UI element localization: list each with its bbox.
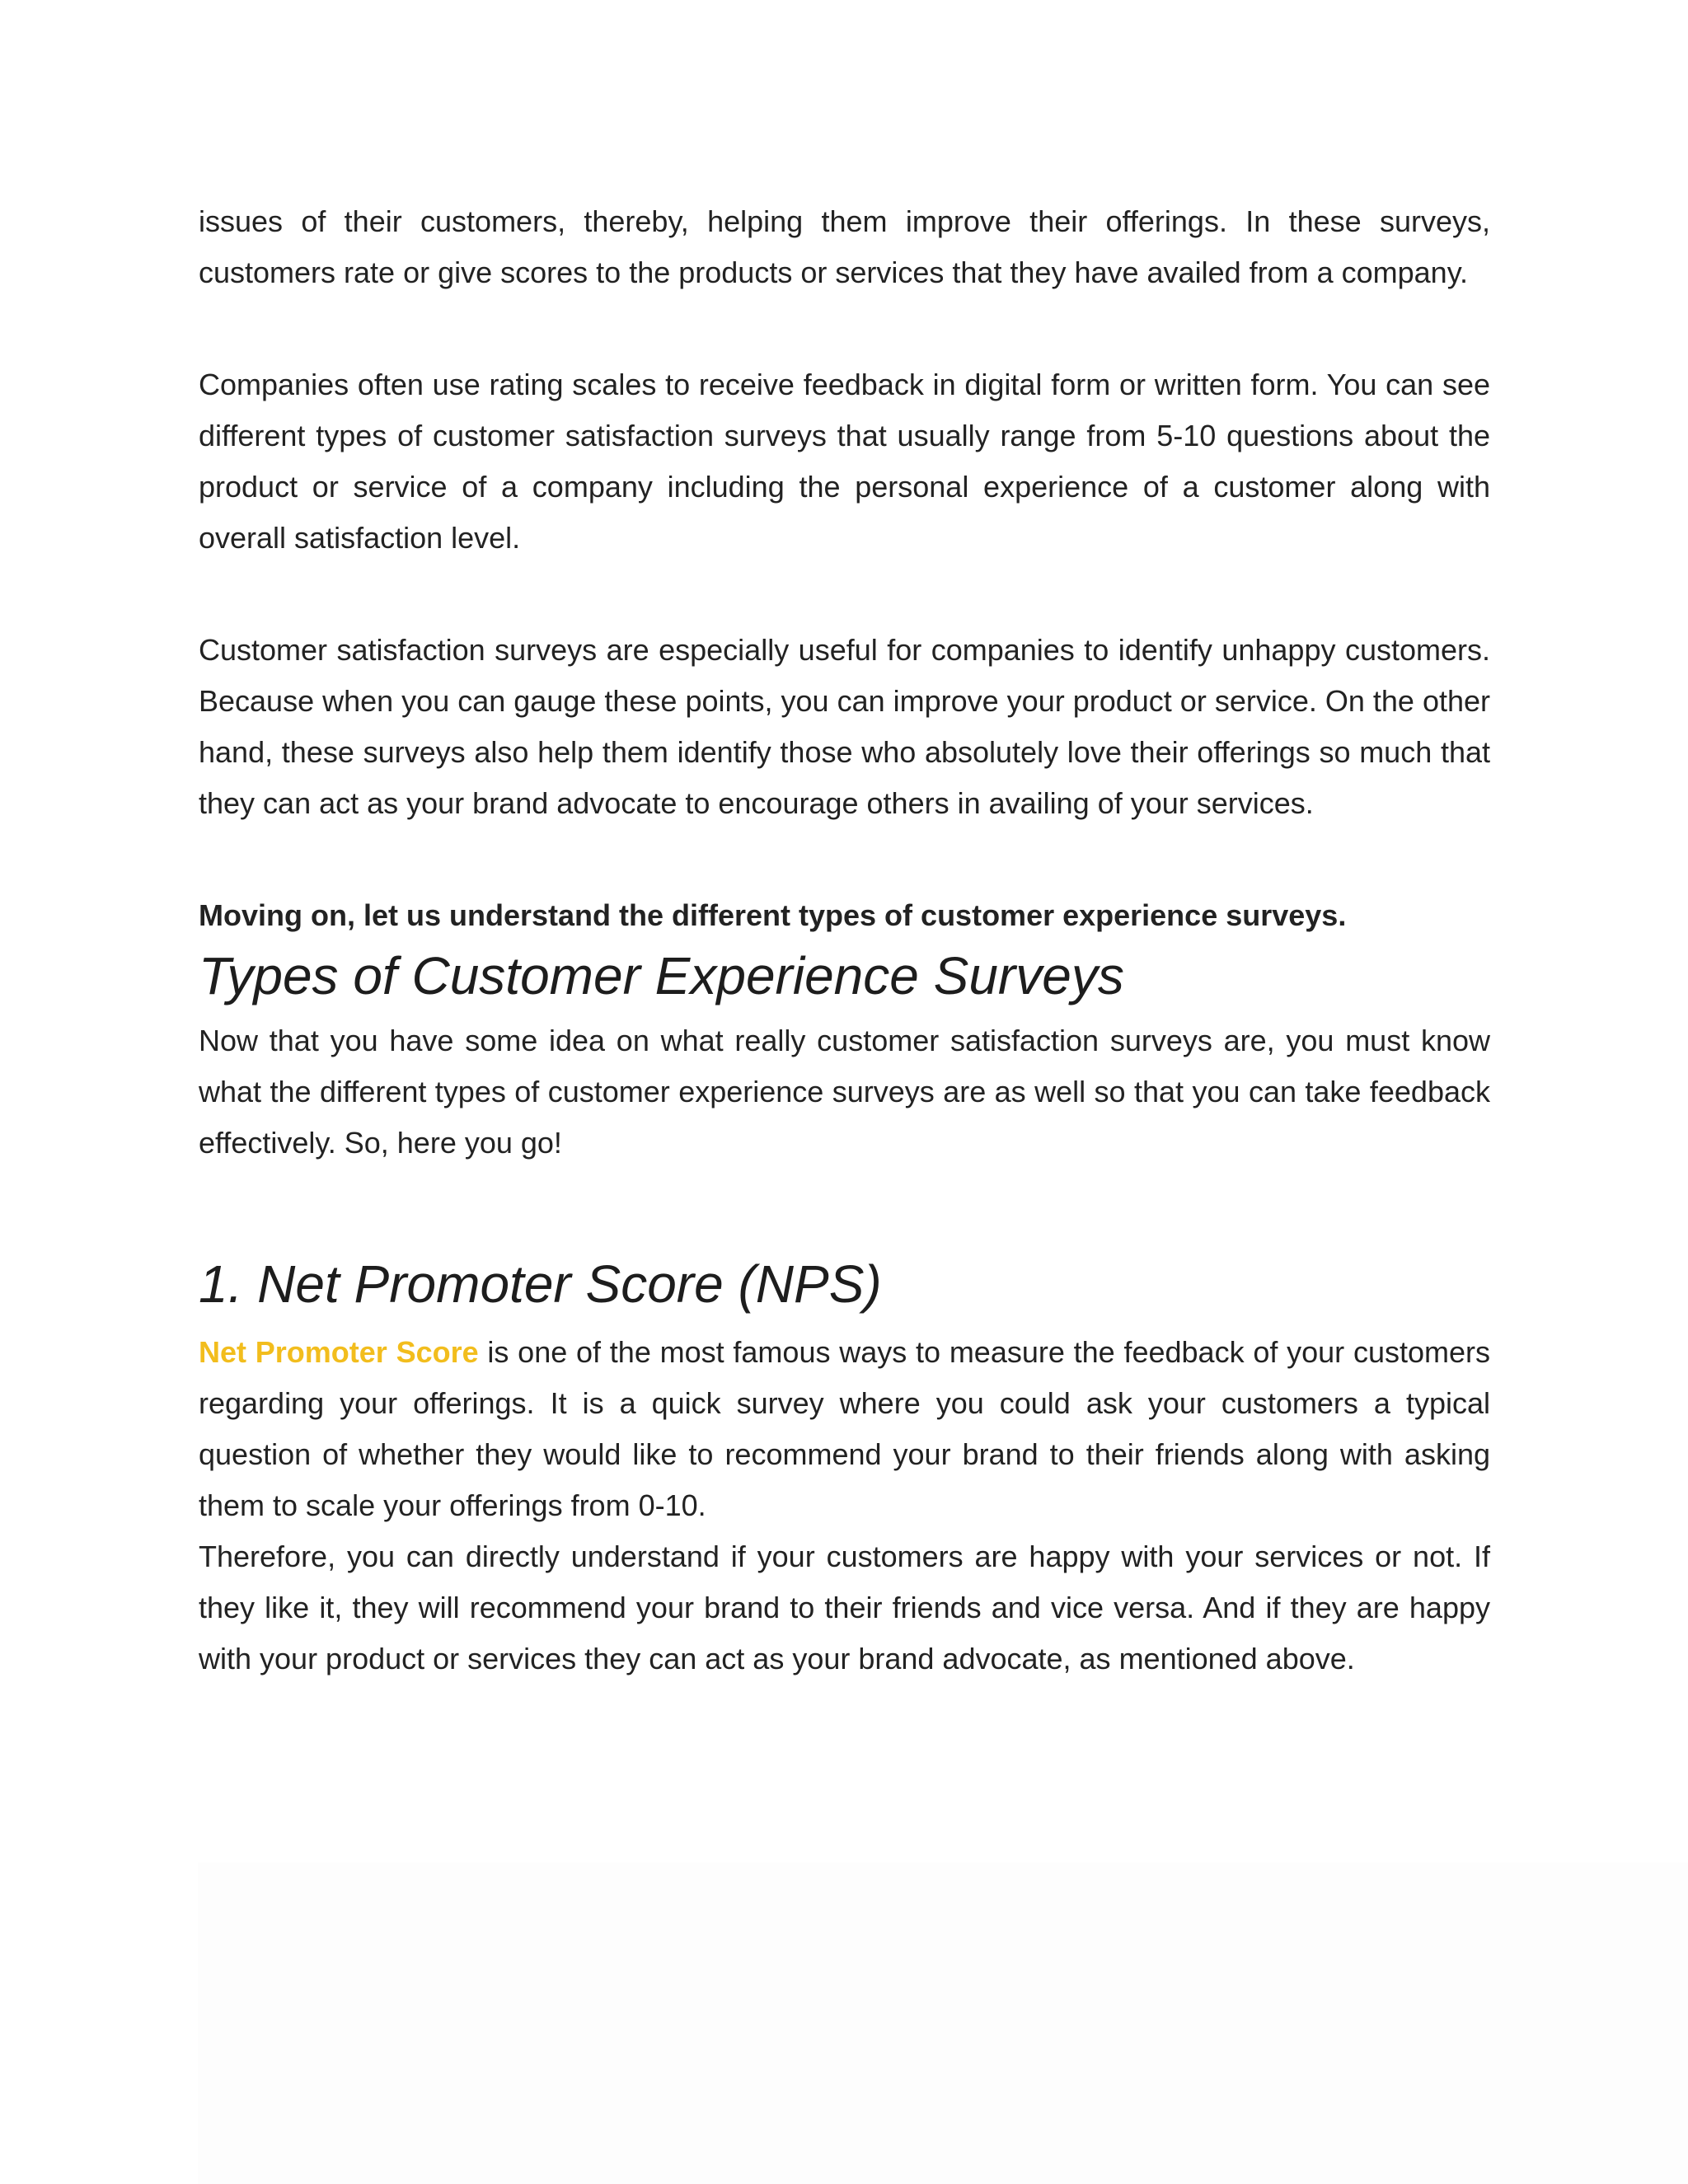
net-promoter-score-link[interactable]: Net Promoter Score bbox=[199, 1335, 479, 1369]
nps-description-text: is one of the most famous ways to measure the feedback of your customers regarding your offerings. It is a quick survey where you could ask your customers a typical question of whether they would like to recommend your brand to their friends along with asking them to scale your offerings from 0-10. bbox=[199, 1335, 1490, 1522]
paragraph-rating-scales: Companies often use rating scales to receive feedback in digital form or written form. You can see different types of customer satisfaction surveys that usually range from 5-10 questions about the product or service of a company including the personal experience of a customer along with overall satisfaction level. bbox=[199, 368, 1490, 555]
document-content bbox=[199, 196, 1490, 1685]
paragraph-types-intro: Now that you have some idea on what really customer satisfaction surveys are, you must know what the different types of customer experience surveys are as well so that you can take feedback effectively. So, here you go! bbox=[199, 1024, 1490, 1160]
paragraph-unhappy-customers: Customer satisfaction surveys are especially useful for companies to identify unhappy customers. Because when you can gauge these points, you can improve your product or service. On the other hand, these surveys also help them identify those who absolutely love their offerings so much that they can act as your brand advocate to encourage others in availing of your services. bbox=[199, 633, 1490, 820]
heading-types-of-surveys: Types of Customer Experience Surveys bbox=[199, 946, 1124, 1005]
heading-net-promoter-score: 1. Net Promoter Score (NPS) bbox=[199, 1254, 882, 1314]
paragraph-moving-on: Moving on, let us understand the different types of customer experience surveys. bbox=[199, 898, 1347, 932]
paragraph-intro-continuation: issues of their customers, thereby, helping them improve their offerings. In these surveys, customers rate or give scores to the products or services that they have availed from a company. bbox=[199, 204, 1490, 289]
page-shade bbox=[198, 1863, 1688, 2184]
paragraph-nps-description bbox=[199, 1327, 1490, 1531]
paragraph-nps-advocacy: Therefore, you can directly understand if your customers are happy with your services or not. If they like it, they will recommend your brand to their friends and vice versa. And if they are happy with your product or services they can act as your brand advocate, as mentioned above. bbox=[199, 1540, 1490, 1675]
